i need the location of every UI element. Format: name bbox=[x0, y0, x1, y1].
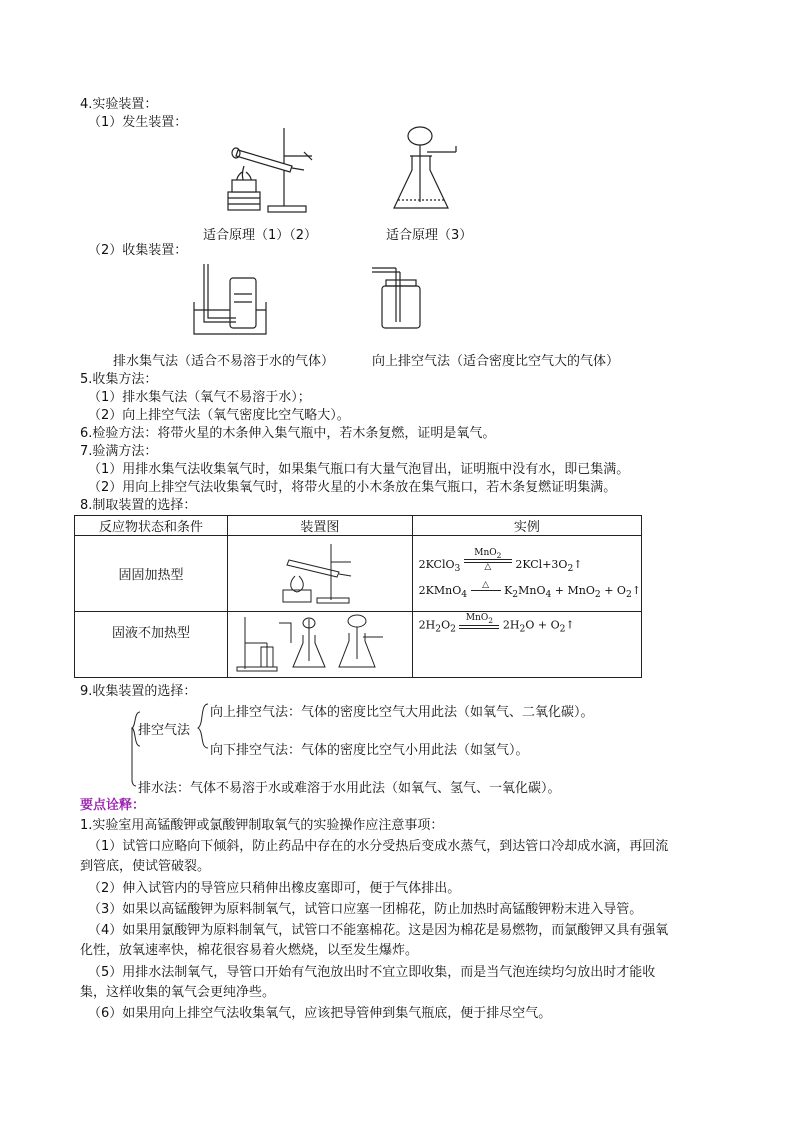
notes-line-2: 到管底，使试管破裂。 bbox=[80, 859, 211, 874]
eq-kmno4: 2KMnO$_4$ △ $K_2MnO_4 + MnO_2$ + $O_2↑$ bbox=[418, 580, 641, 601]
s9-air: 排空气法 bbox=[138, 723, 191, 738]
water-displacement-figure bbox=[190, 258, 280, 340]
s5-item-1: （1）排水集气法（氧气不易溶于水）； bbox=[88, 390, 311, 405]
apparatus-table bbox=[74, 515, 642, 678]
eq-h2o2: $2H_2O_2$ MnO$_2$ $2H_2O$ + $O_2↑$ bbox=[418, 613, 575, 635]
s5-heading: 5.收集方法： bbox=[80, 372, 158, 387]
gen-caption-b: 适合原理（3） bbox=[386, 228, 473, 243]
row2-condition: 固液不加热型 bbox=[75, 612, 228, 678]
s8-heading: 8.制取装置的选择： bbox=[80, 498, 197, 513]
notes-line-7: （5）用排水法制氧气，导管口开始有气泡放出时不宜立即收集，而是当气泡连续均匀放出时才能收 bbox=[88, 965, 656, 980]
row1-figure bbox=[228, 536, 413, 612]
col-label: （2）收集装置： bbox=[88, 243, 188, 258]
row1-condition: 固固加热型 bbox=[75, 536, 228, 612]
gen-caption-a: 适合原理（1）（2） bbox=[203, 228, 318, 243]
row1-heating-figure bbox=[275, 538, 365, 606]
notes-line-1: （1）试管口应略向下倾斜，防止药品中存在的水分受热后变成水蒸气，到达管口冷却成水滴，再回流 bbox=[88, 839, 669, 854]
s4-heading: 4.实验装置： bbox=[80, 97, 158, 112]
notes-line-6: 化性，放氧速率快，棉花很容易着火燃烧，以至发生爆炸。 bbox=[80, 943, 419, 958]
notes-line-8: 集，这样收集的氧气会更纯净些。 bbox=[80, 985, 276, 1000]
flask-apparatus-figure bbox=[390, 122, 470, 217]
notes-intro: 1.实验室用高锰酸钾或氯酸钾制取氧气的实验操作应注意事项： bbox=[80, 818, 444, 833]
notes-line-5: （4）如果用氯酸钾为原料制氧气，试管口不能塞棉花。这是因为棉花是易燃物，而氯酸钾又具有强氧 bbox=[88, 923, 669, 938]
gen-label: （1）发生装置： bbox=[88, 115, 188, 130]
notes-line-4: （3）如果以高锰酸钾为原料制氧气，试管口应塞一团棉花，防止加热时高锰酸钾粉末进入导管。 bbox=[88, 902, 643, 917]
upward-air-figure bbox=[368, 262, 428, 332]
eq-kclo3: 2KClO$_3$ MnO$_2$ △ $2KCl+3O_2↑$ bbox=[418, 547, 583, 574]
row2-figure bbox=[228, 612, 413, 678]
heating-apparatus-figure bbox=[220, 120, 325, 215]
row2-solid-liquid-figure bbox=[235, 613, 405, 673]
s9-up: 向上排空气法：气体的密度比空气大用此法（如氧气、二氧化碳）。 bbox=[210, 705, 594, 720]
inner-brace bbox=[198, 704, 208, 748]
col-caption-b: 向上排空气法（适合密度比空气大的气体） bbox=[372, 354, 620, 369]
th-figure: 装置图 bbox=[228, 516, 413, 536]
s5-item-2: （2）向上排空气法（氧气密度比空气略大）。 bbox=[88, 408, 350, 423]
s9-down: 向下排空气法：气体的密度比空气小用此法（如氢气）。 bbox=[210, 743, 529, 758]
notes-line-3: （2）伸入试管内的导管应只稍伸出橡皮塞即可，便于气体排出。 bbox=[88, 881, 461, 896]
s7-item-2: （2）用向上排空气法收集氧气时，将带火星的小木条放在集气瓶口，若木条复燃证明集满。 bbox=[88, 480, 617, 495]
s7-item-1: （1）用排水集气法收集氧气时，如果集气瓶口有大量气泡冒出，证明瓶中没有水，即已集满。 bbox=[88, 462, 630, 477]
notes-title: 要点诠释： bbox=[80, 798, 146, 813]
s6-text: 6.检验方法：将带火星的木条伸入集气瓶中，若木条复燃，证明是氧气。 bbox=[80, 426, 496, 441]
notes-line-9: （6）如果用向上排空气法收集氧气，应该把导管伸到集气瓶底，便于排尽空气。 bbox=[88, 1006, 552, 1021]
row2-example bbox=[412, 612, 641, 678]
s9-heading: 9.收集装置的选择： bbox=[80, 684, 197, 699]
col-caption-a: 排水集气法（适合不易溶于水的气体） bbox=[113, 354, 335, 369]
s9-water: 排水法：气体不易溶于水或难溶于水用此法（如氧气、氢气、一氧化碳）。 bbox=[138, 781, 561, 796]
row1-example bbox=[412, 536, 641, 612]
th-example: 实例 bbox=[412, 516, 641, 536]
th-condition: 反应物状态和条件 bbox=[75, 516, 228, 536]
s7-heading: 7.验满方法： bbox=[80, 444, 158, 459]
